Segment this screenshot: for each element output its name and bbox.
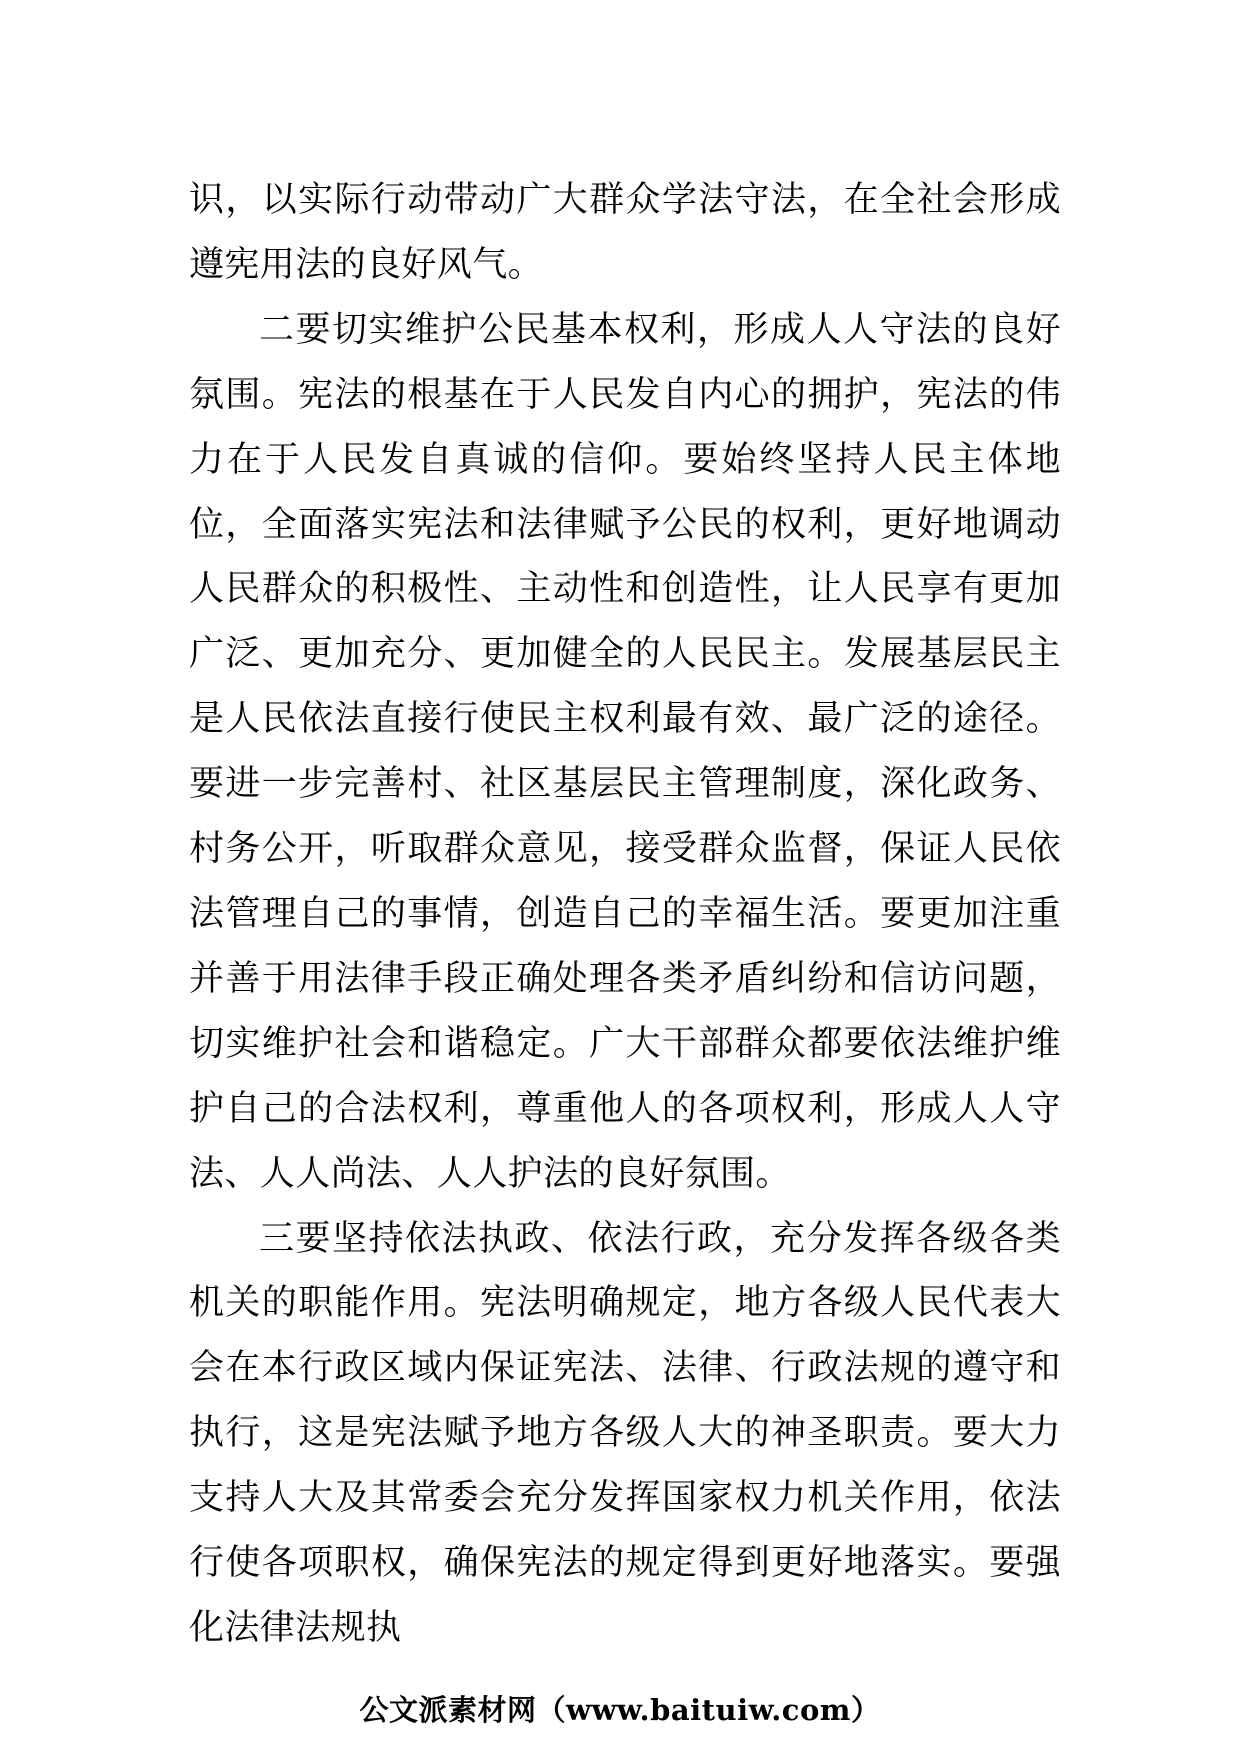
paragraph-rule-of-law: 三要坚持依法执政、依法行政，充分发挥各级各类机关的职能作用。宪法明确规定，地方各级人民代表大会在本行政区域内保证宪法、法律、行政法规的遵守和执行，这是宪法赋予地方各级人大的神圣职责。要大力支持人大及其常委会充分发挥国家权力机关作用，依法行使各项职权，确保宪法的规定得到更好地落实。要强化法律法规执 <box>189 1218 1061 1648</box>
page-footer-watermark: 公文派素材网（www.baituiw.com） <box>359 1693 881 1727</box>
document-body <box>189 168 1061 1661</box>
paragraph-citizen-rights: 二要切实维护公民基本权利，形成人人守法的良好氛围。宪法的根基在于人民发自内心的拥护，宪法的伟力在于人民发自真诚的信仰。要始终坚持人民主体地位，全面落实宪法和法律赋予公民的权利，更好地调动人民群众的积极性、主动性和创造性，让人民享有更加广泛、更加充分、更加健全的人民民主。发展基层民主是人民依法直接行使民主权利最有效、最广泛的途径。要进一步完善村、社区基层民主管理制度，深化政务、村务公开，听取群众意见，接受群众监督，保证人民依法管理自己的事情，创造自己的幸福生活。要更加注重并善于用法律手段正确处理各类矛盾纠纷和信访问题，切实维护社会和谐稳定。广大干部群众都要依法维护维护自己的合法权利，尊重他人的各项权利，形成人人守法、人人尚法、人人护法的良好氛围。 <box>189 309 1061 1194</box>
paragraph-continued: 识，以实际行动带动广大群众学法守法，在全社会形成遵宪用法的良好风气。 <box>189 180 1061 285</box>
